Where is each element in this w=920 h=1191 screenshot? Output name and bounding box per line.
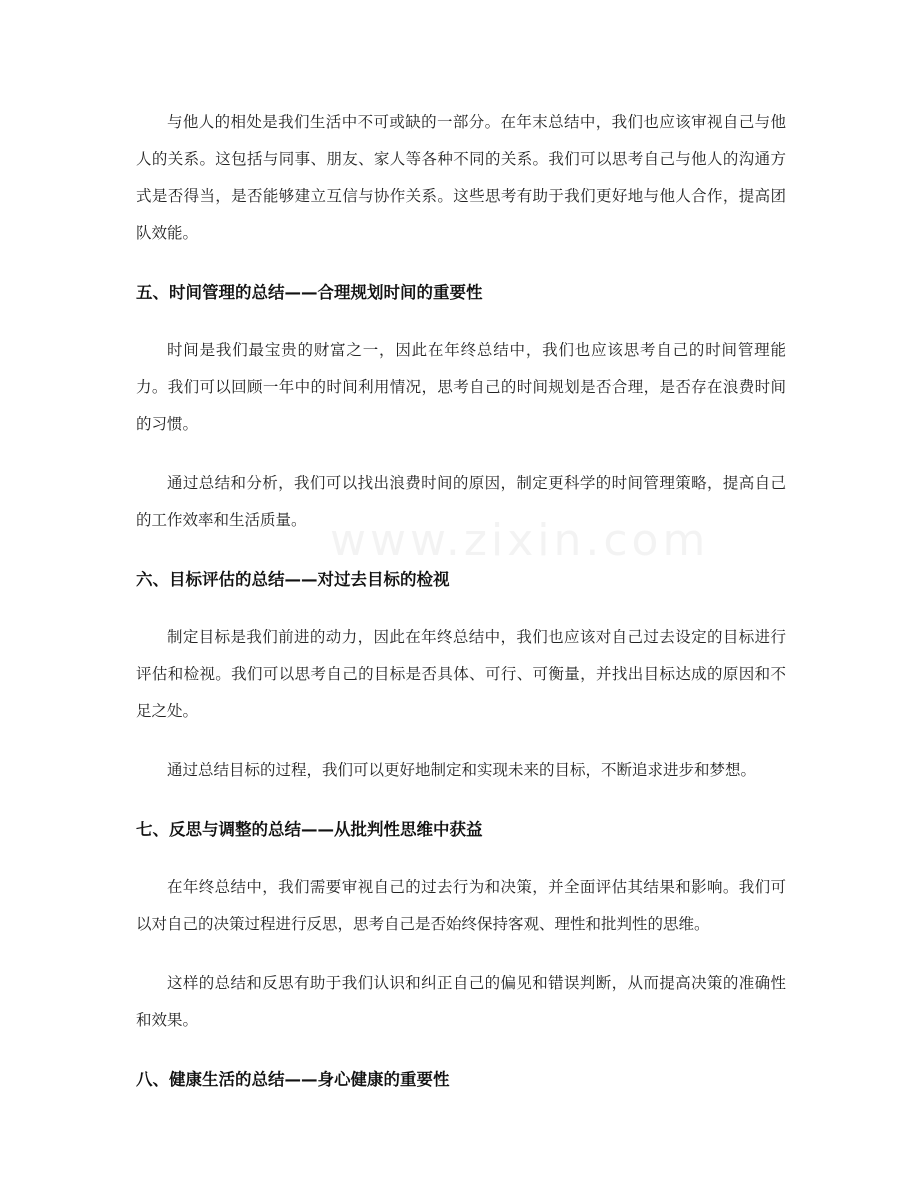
section-heading: 六、目标评估的总结——对过去目标的检视 — [136, 570, 450, 589]
paragraph: 通过总结目标的过程，我们可以更好地制定和实现未来的目标，不断追求进步和梦想。 — [167, 761, 757, 779]
watermark: www.zixin.com — [330, 515, 710, 566]
section-heading: 七、反思与调整的总结——从批判性思维中获益 — [136, 820, 483, 839]
paragraph: 时间是我们最宝贵的财富之一，因此在年终总结中，我们也应该思考自己的时间管理能力。我们可以回顾一年中的时间利用情况，思考自己的时间规划是否合理，是否存在浪费时间的习惯。 — [136, 341, 786, 433]
paragraph: 通过总结和分析，我们可以找出浪费时间的原因，制定更科学的时间管理策略，提高自己的工作效率和生活质量。 — [136, 474, 786, 529]
section-heading: 五、时间管理的总结——合理规划时间的重要性 — [136, 283, 483, 302]
section-heading: 八、健康生活的总结——身心健康的重要性 — [136, 1070, 450, 1089]
paragraph: 制定目标是我们前进的动力，因此在年终总结中，我们也应该对自己过去设定的目标进行评估和检视。我们可以思考自己的目标是否具体、可行、可衡量，并找出目标达成的原因和不足之处。 — [136, 628, 786, 720]
paragraph: 与他人的相处是我们生活中不可或缺的一部分。在年末总结中，我们也应该审视自己与他人的关系。这包括与同事、朋友、家人等各种不同的关系。我们可以思考自己与他人的沟通方式是否得当，是否能够建立互信与协作关系。这些思考有助于我们更好地与他人合作，提高团队效能。 — [136, 113, 786, 242]
paragraph: 这样的总结和反思有助于我们认识和纠正自己的偏见和错误判断，从而提高决策的准确性和效果。 — [136, 974, 786, 1029]
document-body — [136, 104, 786, 1119]
paragraph: 在年终总结中，我们需要审视自己的过去行为和决策，并全面评估其结果和影响。我们可以对自己的决策过程进行反思，思考自己是否始终保持客观、理性和批判性的思维。 — [136, 878, 786, 933]
